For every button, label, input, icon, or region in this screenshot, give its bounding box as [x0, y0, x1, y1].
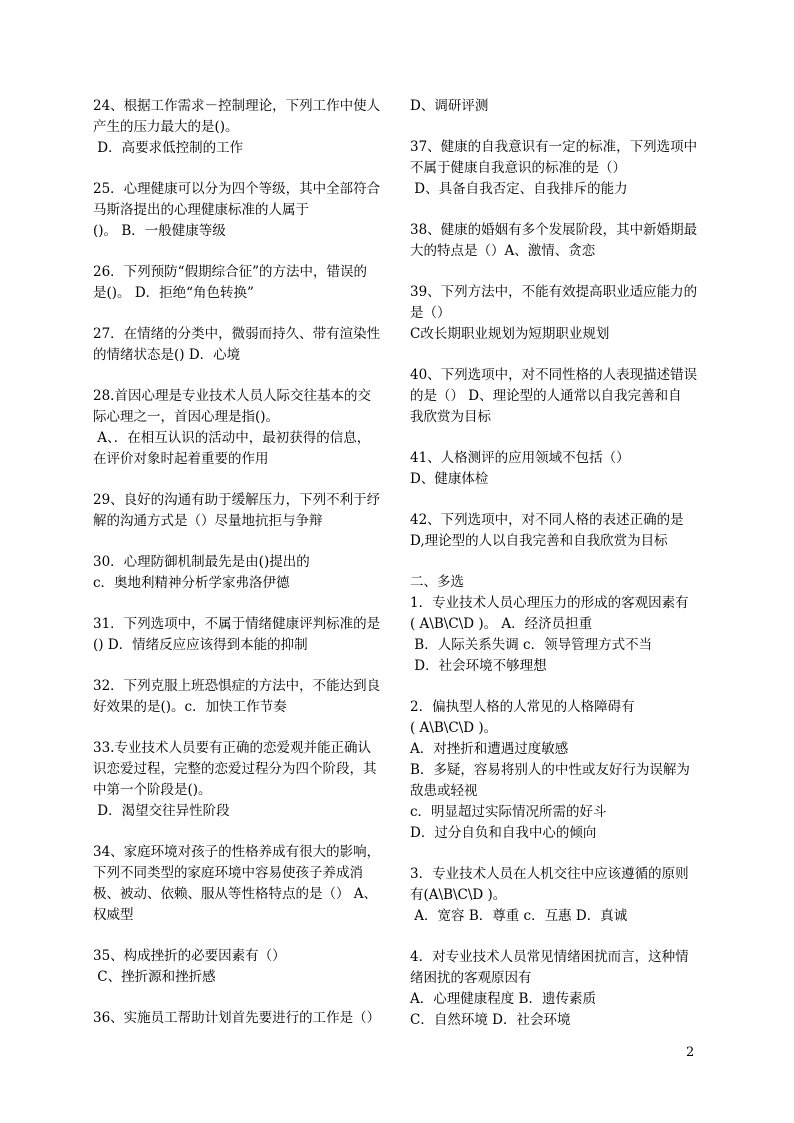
question-line: 37、健康的自我意识有一定的标准，下列选项中	[410, 139, 698, 155]
page-number: 2	[686, 1045, 695, 1060]
question-line: 42、下列选项中，对不同人格的表述正确的是	[410, 512, 684, 528]
question-line: 的情绪状态是() D．心境	[93, 347, 241, 363]
question-item	[410, 448, 710, 490]
question-line: 极、被动、依赖、服从等性格特点的是（） A、	[93, 886, 378, 902]
question-line: () D．情绪反应应该得到本能的抑制	[93, 637, 308, 653]
question-line: 好效果的是()。c．加快工作节奏	[93, 699, 287, 715]
question-line: 识恋爱过程，完整的恋爱过程分为四个阶段，其	[93, 761, 377, 777]
question-line: 32．下列克服上班恐惧症的方法中，不能达到良	[93, 678, 381, 694]
question-line: 40、下列选项中，对不同性格的人表现描述错误	[410, 367, 698, 383]
question-item	[93, 676, 393, 718]
question-line: 25．心理健康可以分为四个等级，其中全部符合	[93, 181, 381, 197]
question-line: 我欣赏为目标	[410, 409, 491, 425]
question-line: 解的沟通方式是（）尽量地抗拒与争辩	[93, 513, 323, 529]
question-line: 34、家庭环境对孩子的性格养成有很大的影响，	[93, 844, 381, 860]
question-item	[93, 614, 393, 656]
question-line: 26．下列预防“假期综合征”的方法中，错误的	[93, 264, 367, 280]
question-item	[410, 572, 710, 677]
question-line: D．社会环境不够理想	[410, 658, 547, 674]
question-item	[410, 947, 710, 1031]
question-line: D．过分自负和自我中心的倾向	[410, 825, 597, 841]
question-line: 1．专业技术人员心理压力的形成的客观因素有	[410, 595, 689, 611]
question-item	[93, 946, 393, 988]
question-line: 30．心理防御机制最先是由()提出的	[93, 554, 310, 570]
question-line: D．高要求低控制的工作	[93, 140, 244, 156]
question-line: ( A\B\C\D )。	[410, 720, 498, 736]
question-item	[93, 552, 393, 594]
question-line: 28.首因心理是专业技术人员人际交往基本的交	[93, 388, 371, 404]
question-line: C、挫折源和挫折感	[93, 969, 216, 985]
question-line: C改长期职业规划为短期职业规划	[410, 326, 610, 342]
question-line: 际心理之一，首因心理是指()。	[93, 409, 280, 425]
question-line: 权威型	[93, 907, 134, 923]
question-line: 41、人格测评的应用领域不包括（）	[410, 450, 630, 466]
question-line: D,理论型的人以自我完善和自我欣赏为目标	[410, 533, 668, 549]
question-line: A．心理健康程度 B．遗传素质	[410, 991, 596, 1007]
question-line: D、调研评测	[410, 98, 489, 114]
left-column	[93, 96, 393, 1049]
question-line: D．渴望交往异性阶段	[93, 803, 230, 819]
question-line: D、健康体检	[410, 471, 489, 487]
question-line: 31．下列选项中，不属于情绪健康评判标准的是	[93, 616, 381, 632]
question-item	[410, 864, 710, 927]
question-line: B．人际关系失调 c．领导管理方式不当	[410, 637, 653, 653]
question-item	[93, 324, 393, 366]
question-line: 下列不同类型的家庭环境中容易使孩子养成消	[93, 865, 363, 881]
question-line: 27．在情绪的分类中，微弱而持久、带有渲染性	[93, 326, 381, 342]
question-line: 不属于健康自我意识的标准的是（）	[410, 160, 626, 176]
question-line: 36、实施员工帮助计划首先要进行的工作是（）	[93, 1010, 381, 1026]
question-item	[93, 179, 393, 242]
question-item	[93, 262, 393, 304]
question-item	[93, 738, 393, 822]
question-line: C．自然环境 D．社会环境	[410, 1012, 571, 1028]
question-item	[93, 96, 393, 159]
question-line: 29、良好的沟通有助于缓解压力，下列不利于纾	[93, 492, 381, 508]
question-item	[410, 365, 710, 428]
question-item	[410, 220, 710, 262]
question-line: A．对挫折和遭遇过度敏感	[410, 741, 569, 757]
question-line: 33.专业技术人员要有正确的恋爱观并能正确认	[93, 740, 371, 756]
question-line: ( A\B\C\D )。 A．经济员担重	[410, 616, 593, 632]
question-line: 24、根据工作需求－控制理论，下列工作中使人	[93, 98, 381, 114]
question-item	[93, 1008, 393, 1029]
question-item	[410, 697, 710, 844]
question-line: 是（）	[410, 305, 451, 321]
question-item	[93, 386, 393, 470]
question-line: 中第一个阶段是()。	[93, 782, 212, 798]
question-line: 38、健康的婚姻有多个发展阶段，其中新婚期最	[410, 222, 698, 238]
question-item	[410, 96, 710, 117]
question-line: A．宽容 B．尊重 c．互惠 D．真诚	[410, 908, 628, 924]
question-line: B．多疑，容易将别人的中性或友好行为误解为	[410, 762, 690, 778]
question-line: 敌患或轻视	[410, 783, 478, 799]
question-line: 35、构成挫折的必要因素有（）	[93, 948, 286, 964]
question-line: 产生的压力最大的是()。	[93, 119, 239, 135]
question-item	[93, 490, 393, 532]
question-item	[93, 842, 393, 926]
question-line: 的是（） D、理论型的人通常以自我完善和自	[410, 388, 682, 404]
question-line: ()。 B．一般健康等级	[93, 223, 226, 239]
question-line: 39、下列方法中，不能有效提高职业适应能力的	[410, 284, 698, 300]
question-line: 二、多选	[410, 574, 464, 590]
question-line: 有(A\B\C\D )。	[410, 887, 507, 903]
question-line: c．奥地利精神分析学家弗洛伊德	[93, 575, 290, 591]
question-line: 是()。 D．拒绝“角色转换”	[93, 285, 254, 301]
question-line: A、．在相互认识的活动中，最初获得的信息，	[93, 430, 371, 446]
question-item	[410, 137, 710, 200]
question-line: D、具备自我否定、自我排斥的能力	[410, 181, 628, 197]
question-item	[410, 282, 710, 345]
question-line: 2．偏执型人格的人常见的人格障碍有	[410, 699, 635, 715]
question-line: 3．专业技术人员在人机交往中应该遵循的原则	[410, 866, 689, 882]
right-column	[410, 96, 710, 1051]
question-line: 大的特点是（）A、激情、贪恋	[410, 243, 596, 259]
question-line: 在评价对象时起着重要的作用	[93, 451, 269, 467]
question-line: 绪困扰的客观原因有	[410, 970, 532, 986]
question-line: 4．对专业技术人员常见情绪困扰而言，这种情	[410, 949, 689, 965]
question-line: 马斯洛提出的心理健康标准的人属于	[93, 202, 309, 218]
question-line: c．明显超过实际情况所需的好斗	[410, 804, 607, 820]
question-item	[410, 510, 710, 552]
